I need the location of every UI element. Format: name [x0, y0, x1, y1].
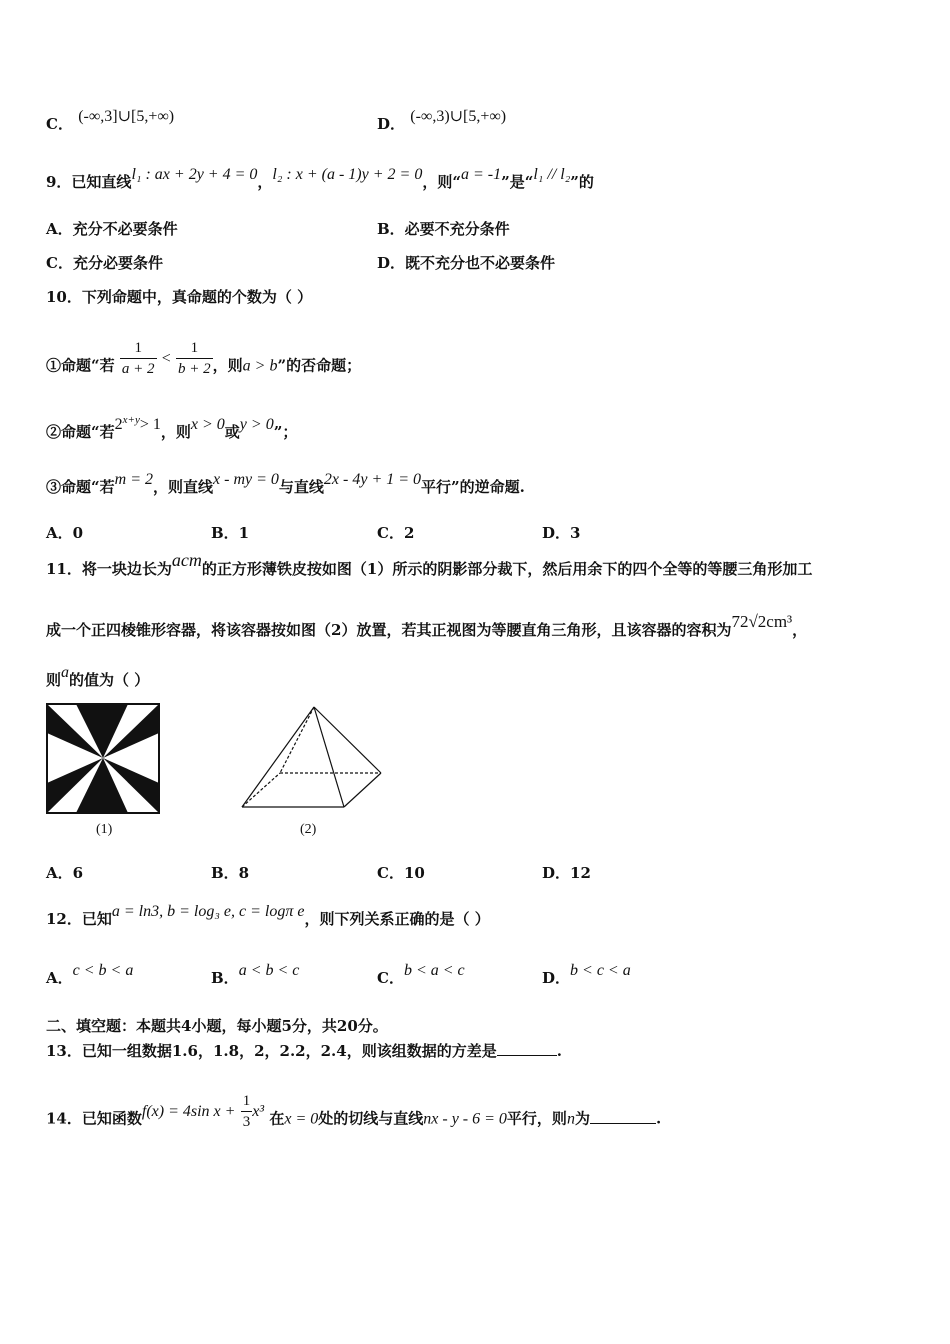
q9-option-a: A．充分不必要条件 [46, 220, 178, 238]
q9-option-b: B．必要不充分条件 [377, 220, 510, 238]
q10-option-b: B．1 [211, 524, 250, 542]
q10-stem: 10．下列命题中，真命题的个数为（ ） [46, 288, 313, 306]
q12-option-c: C．b < a < c [377, 962, 465, 987]
q12-option-b: B．a < b < c [211, 962, 300, 987]
q10-option-a: A．0 [46, 524, 84, 542]
q13-answer-blank[interactable] [497, 1055, 557, 1056]
q10-fraction-2: $\frac{1}{b + 2}$ [178, 340, 211, 377]
q9-option-c: C．充分必要条件 [46, 254, 163, 272]
q11-figure-1-square [46, 703, 162, 815]
q9-l2: l₂ : x + (a - 1)y + 2 = 0 [272, 166, 423, 183]
q9-condition: a = -1 [460, 166, 502, 183]
q12-option-a: A．c < b < a [46, 962, 134, 987]
q8-option-d-expr: (-∞,3)∪[5,+∞) [410, 108, 507, 125]
q12-option-d: D．b < c < a [542, 962, 631, 987]
q9-option-d: D．既不充分也不必要条件 [377, 254, 556, 272]
q12-expression: a = ln3, b = log₃ e, c = logπ e [111, 903, 305, 920]
q8-option-d: D． (-∞,3)∪[5,+∞) [377, 108, 507, 133]
q12-stem: 12．已知a = ln3, b = log₃ e, c = logπ e，则下列关系正确的是（ ） [46, 903, 490, 928]
q11-option-b: B．8 [211, 864, 250, 882]
q11-stem-line-2: 成一个正四棱锥形容器，将该容器按如图（2）放置，若其正视图为等腰直角三角形，且该容器的容积为72√2cm³， [46, 612, 808, 639]
q10-proposition-3: ③命题“若m = 2，则直线x - my = 0与直线2x - 4y + 1 = 0平行”的逆命题. [46, 471, 525, 496]
q10-proposition-2: ②命题“若$2^{x+y}> 1$，则x > 0或y > 0”； [46, 414, 298, 441]
q13-stem: 13．已知一组数据1.6，1.8，2，2.2，2.4，则该组数据的方差是 . [46, 1042, 562, 1060]
q11-figure-1-caption: (1) [96, 822, 113, 837]
q9-stem: 9．已知直线l₁ : ax + 2y + 4 = 0，l₂ : x + (a - 1)y + 2 = 0，则“a = -1”是“l₁ // l₂”的 [46, 166, 594, 191]
q11-option-d: D．12 [542, 864, 591, 882]
q10-option-c: C．2 [377, 524, 415, 542]
q9-parallel: l₁ // l₂ [533, 166, 571, 183]
q11-option-a: A．6 [46, 864, 84, 882]
q10-option-d: D．3 [542, 524, 581, 542]
q11-option-c: C．10 [377, 864, 425, 882]
q11-figure-2-caption: (2) [300, 822, 317, 837]
q9-l1: l₁ : ax + 2y + 4 = 0 [131, 166, 258, 183]
q14-stem: 14．已知函数f(x) = 4sin x + $\frac{1}{3}$ x³ 在x = 0处的切线与直线nx - y - 6 = 0平行，则n为 . [46, 1093, 662, 1130]
q8-option-c: C． (-∞,3]∪[5,+∞) [46, 108, 175, 133]
q10-fraction-1: $\frac{1}{a + 2}$ [121, 340, 155, 377]
q11-stem-line-1: 11．将一块边长为acm的正方形薄铁皮按如图（1）所示的阴影部分裁下，然后用余下的四个全等的等腰三角形加工 [46, 550, 813, 578]
q14-fraction: $\frac{1}{3}$ [242, 1093, 251, 1130]
q10-proposition-1: ①命题“若 $\frac{1}{a + 2}$ < $\frac{1}{b + 2}$ ，则a > b”的否命题； [46, 340, 362, 377]
q14-answer-blank[interactable] [590, 1123, 656, 1124]
section-2-title: 二、填空题：本题共4小题，每小题5分，共20分。 [46, 1017, 388, 1035]
q11-stem-line-3: 则a的值为（ ） [46, 664, 150, 689]
q11-figure-2-pyramid [236, 703, 386, 813]
q8-option-c-expr: (-∞,3]∪[5,+∞) [78, 108, 175, 125]
